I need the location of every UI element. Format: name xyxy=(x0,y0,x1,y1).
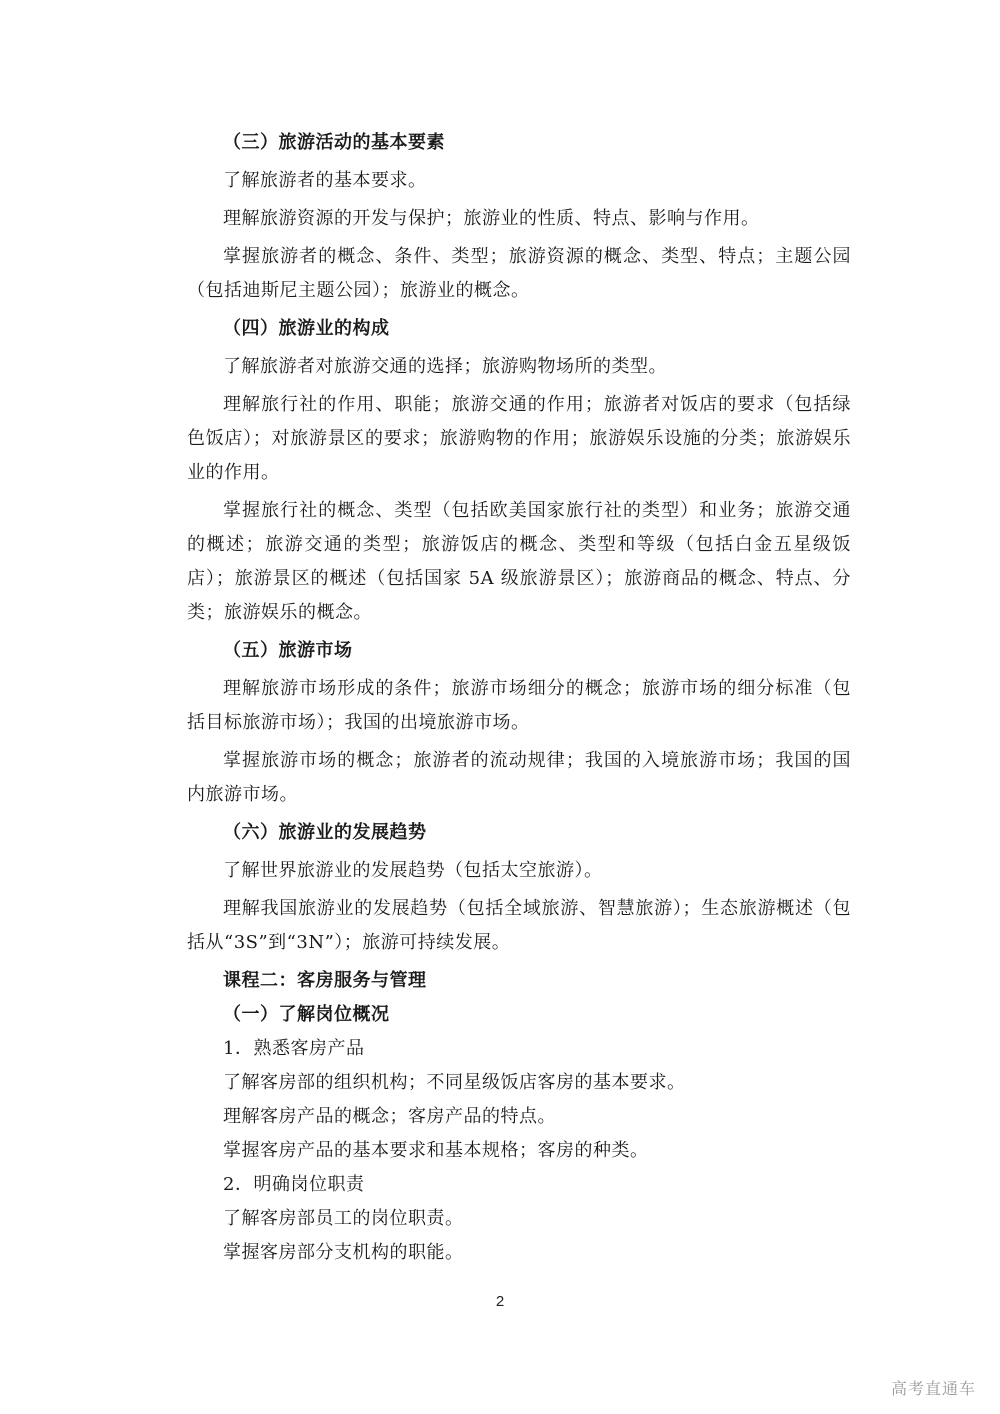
item-title: 2．明确岗位职责 xyxy=(223,1174,365,1195)
paragraph: 了解客房部员工的岗位职责。 xyxy=(223,1208,464,1229)
paragraph: 了解世界旅游业的发展趋势（包括太空旅游）。 xyxy=(223,860,603,881)
watermark: 高考直通车 xyxy=(890,1379,976,1398)
paragraph: 理解旅游资源的开发与保护；旅游业的性质、特点、影响与作用。 xyxy=(223,208,760,229)
item-title: 1．熟悉客房产品 xyxy=(223,1038,365,1059)
paragraph: 掌握客房部分支机构的职能。 xyxy=(223,1242,464,1263)
section-heading-3: （三）旅游活动的基本要素 xyxy=(223,132,445,153)
paragraph: 理解我国旅游业的发展趋势（包括全域旅游、智慧旅游）；生态旅游概述（包括从“3S”到“3N”）；旅游可持续发展。 xyxy=(187,898,851,953)
paragraph: 掌握旅行社的概念、类型（包括欧美国家旅行社的类型）和业务；旅游交通的概述；旅游交通的类型；旅游饭店的概念、类型和等级（包括白金五星级饭店）；旅游景区的概述（包括国家 5A 级旅游景区）；旅游商品的概念、特点、分类；旅游娱乐的概念。 xyxy=(187,500,851,623)
page-number: 2 xyxy=(495,1293,505,1310)
section-heading-4: （四）旅游业的构成 xyxy=(223,318,390,339)
paragraph: 掌握旅游者的概念、条件、类型；旅游资源的概念、类型、特点；主题公园（包括迪斯尼主题公园）；旅游业的概念。 xyxy=(187,246,851,301)
paragraph: 掌握客房产品的基本要求和基本规格；客房的种类。 xyxy=(223,1140,649,1161)
subsection-heading: （一）了解岗位概况 xyxy=(223,1004,390,1025)
page-content xyxy=(187,126,851,1270)
paragraph: 理解旅行社的作用、职能；旅游交通的作用；旅游者对饭店的要求（包括绿色饭店）；对旅游景区的要求；旅游购物的作用；旅游娱乐设施的分类；旅游娱乐业的作用。 xyxy=(187,394,851,483)
paragraph: 掌握旅游市场的概念；旅游者的流动规律；我国的入境旅游市场；我国的国内旅游市场。 xyxy=(187,750,851,805)
section-heading-6: （六）旅游业的发展趋势 xyxy=(223,822,427,843)
paragraph: 理解客房产品的概念；客房产品的特点。 xyxy=(223,1106,556,1127)
paragraph: 理解旅游市场形成的条件；旅游市场细分的概念；旅游市场的细分标准（包括目标旅游市场）；我国的出境旅游市场。 xyxy=(187,678,851,733)
paragraph: 了解客房部的组织机构；不同星级饭店客房的基本要求。 xyxy=(223,1072,686,1093)
course-title: 课程二：客房服务与管理 xyxy=(223,970,427,991)
paragraph: 了解旅游者的基本要求。 xyxy=(223,170,427,191)
paragraph: 了解旅游者对旅游交通的选择；旅游购物场所的类型。 xyxy=(223,356,667,377)
section-heading-5: （五）旅游市场 xyxy=(223,640,353,661)
